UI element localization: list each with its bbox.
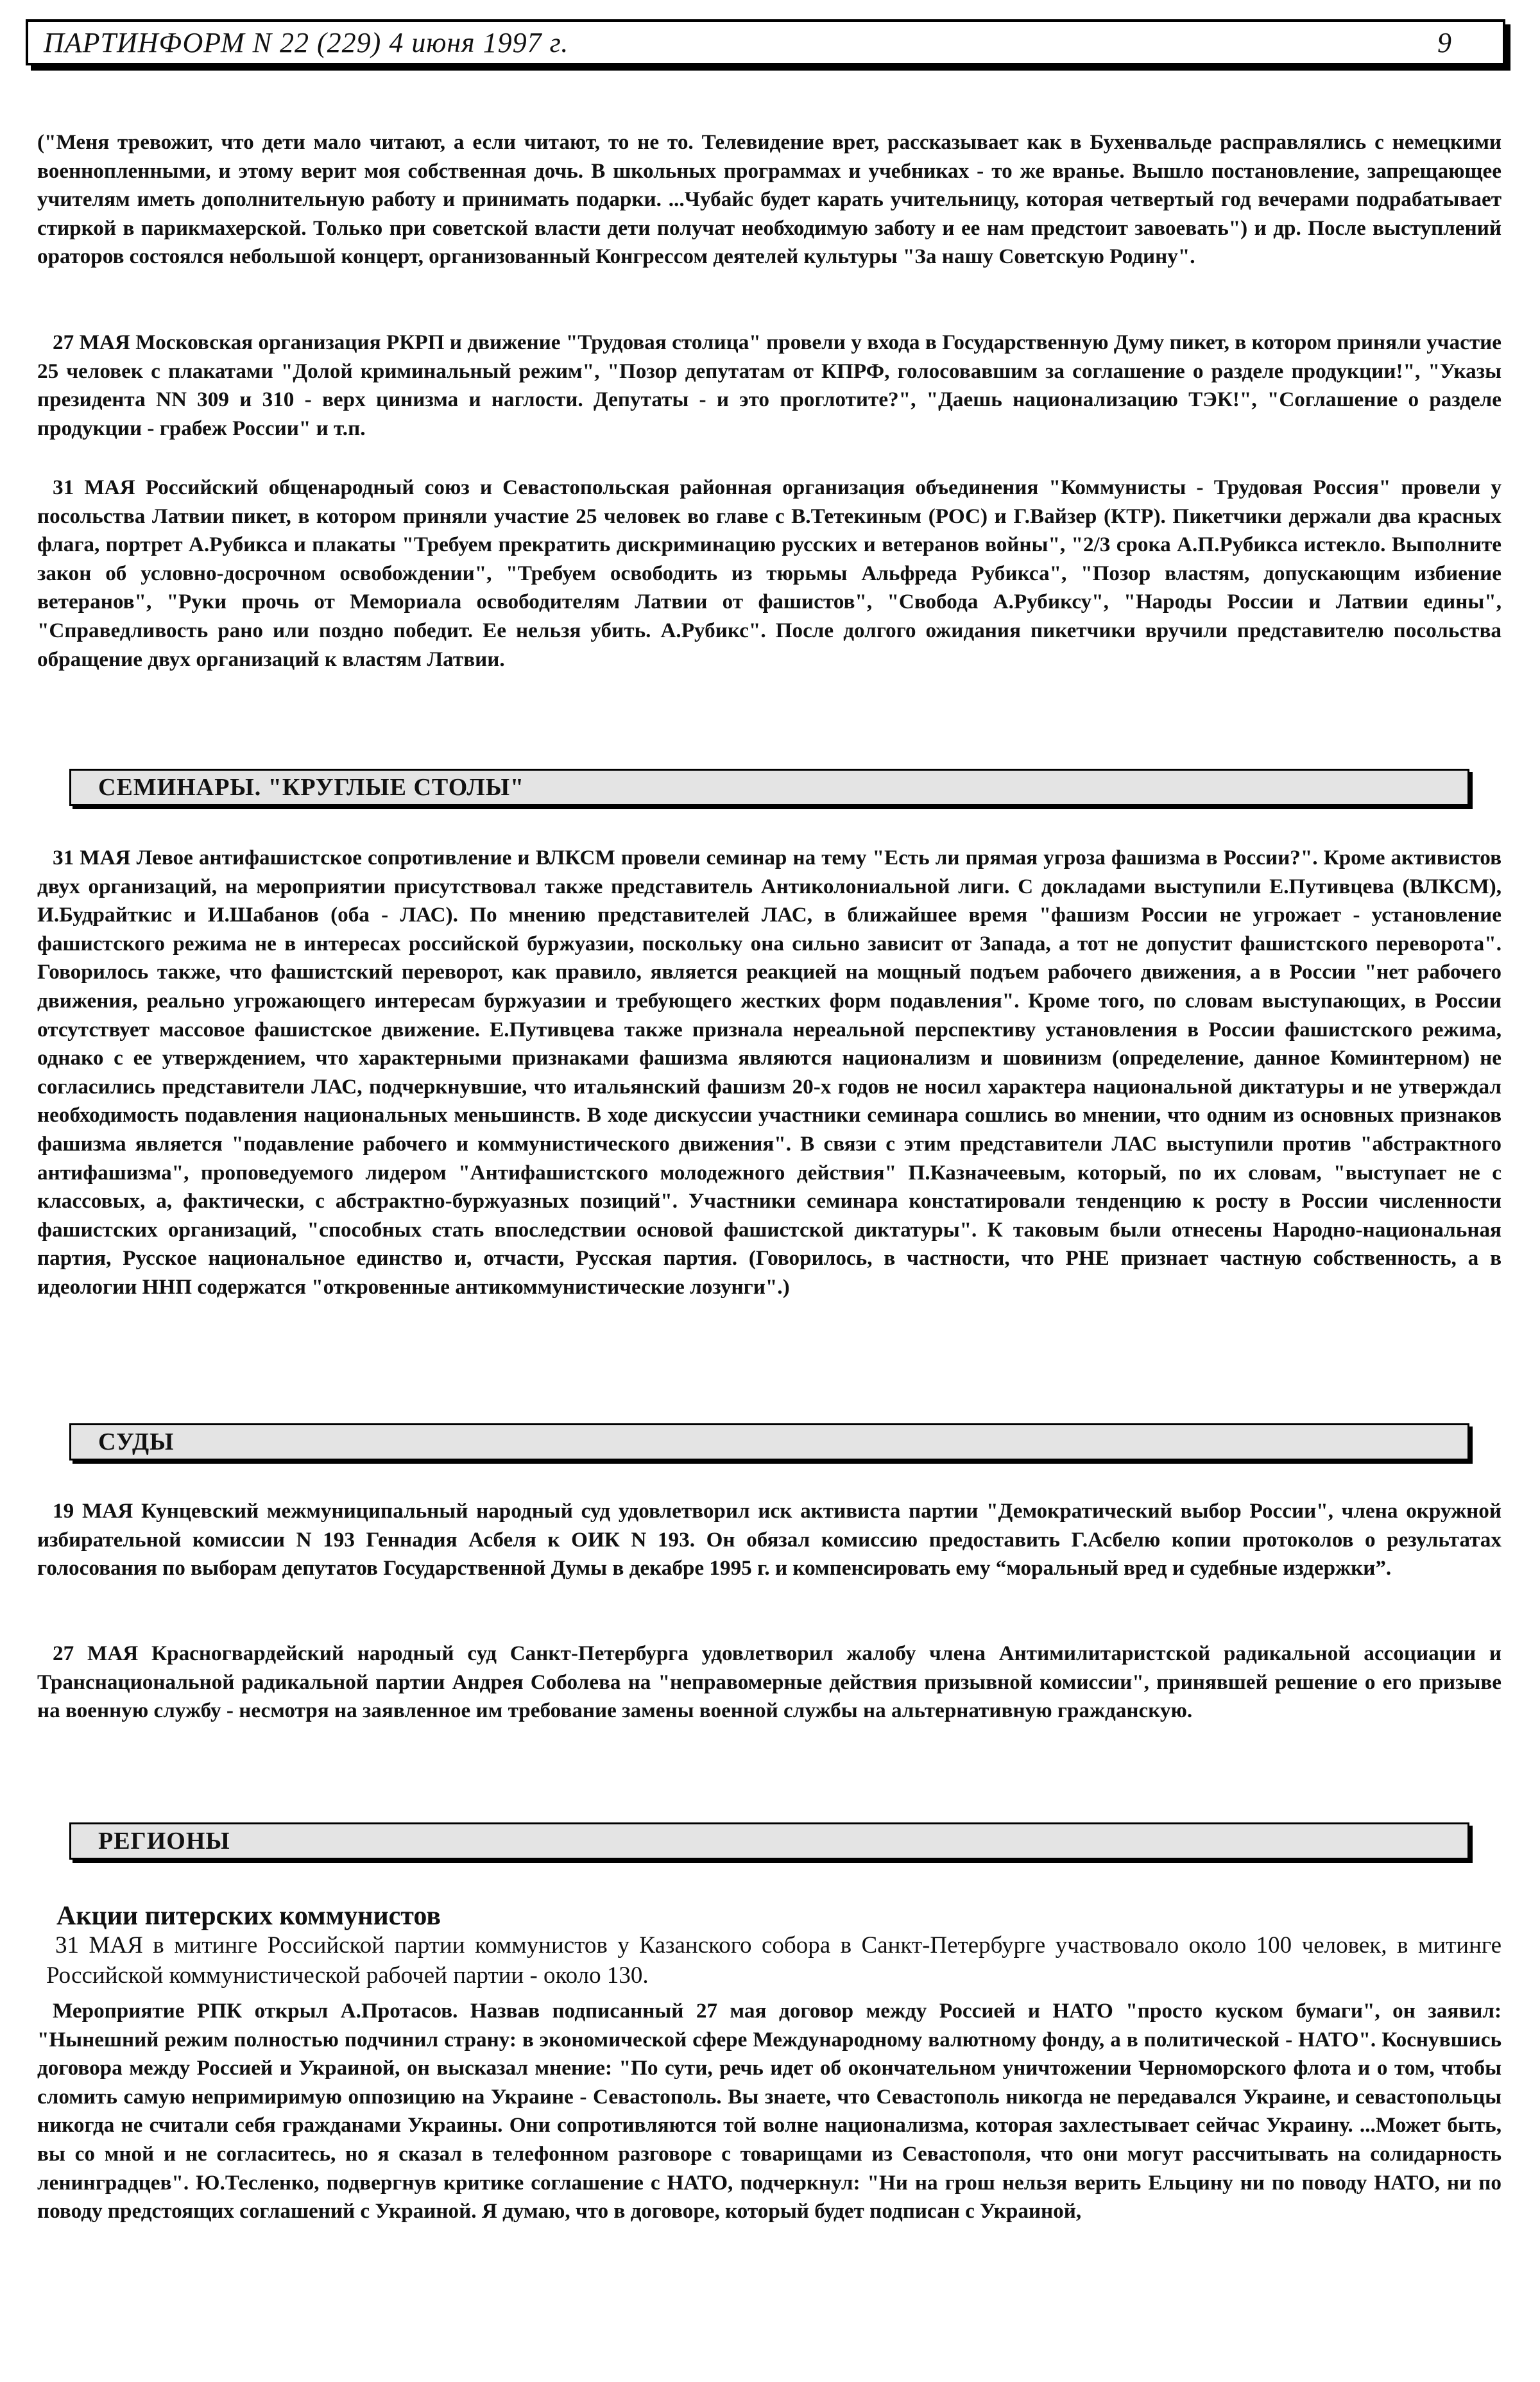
page-header	[26, 19, 1505, 65]
court-paragraph: 27 МАЯ Красногвардейский народный суд Санкт-Петербурга удовлетворил жалобу члена Антимилитаристской радикальной ассоциации и Транснациональной радикальной партии Андрея Соболева на "неправомерные действия призывной комиссии", принявшей решение о его призыве на военную службу - несмотря на заявленное им требование замены военной службы на альтернативную гражданскую.	[37, 1641, 1502, 1723]
seminar-paragraph: 31 МАЯ Левое антифашистское сопротивление и ВЛКСМ провели семинар на тему "Есть ли прямая угроза фашизма в России?". Кроме активистов двух организаций, на мероприятии присутствовал также представитель Антиколониальной лиги. С докладами выступили Е.Путивцева (ВЛКСМ), И.Будрайткис и И.Шабанов (оба - ЛАС). По мнению представителей ЛАС, в ближайшее время "фашизм России не угрожает - установление фашистского режима не в интересах российской буржуазии, поскольку она сильно зависит от Запада, а тот не допустит фашистского переворота". Говорилось также, что фашистский переворот, как правило, является реакцией на мощный подъем рабочего движения, а в России "нет рабочего движения, реально угрожающего интересам буржуазии и требующего жестких форм подавления". Кроме того, по словам выступающих, в России отсутствует массовое фашистское движение. Е.Путивцева также признала нереальной перспективу установления в России фашистского режима, однако с ее утверждением, что характерными признаками фашизма являются национализм и шовинизм (определение, данное Коминтерном) не согласились представители ЛАС, подчеркнувшие, что итальянский фашизм 20-х годов не носил характера национальной диктатуры и не утверждал необходимость подавления национальных меньшинств. В ходе дискуссии участники семинара сошлись во мнении, что одним из основных признаков фашизма является "подавление рабочего и коммунистического движения". В связи с этим представители ЛАС выступили против "абстрактного антифашизма", проповедуемого лидером "Антифашистского молодежного действия" П.Казначеевым, который, по их словам, "выступает не с классовых, а, фактически, с абстрактно-буржуазных позиций". Участники семинара констатировали тенденцию к росту в России численности фашистских организаций, "способных стать впоследствии основой фашистской диктатуры". К таковым были отнесены Народно-национальная партия, Русское национальное единство и, отчасти, Русская партия. (Говорилось, в частности, что РНЕ признает частную собственность, а в идеологии ННП содержатся "откровенные антикоммунистические лозунги".)	[37, 846, 1502, 1299]
section-heading-text: СУДЫ	[98, 1428, 175, 1455]
court-paragraph: 19 МАЯ Кунцевский межмуниципальный народный суд удовлетворил иск активиста партии "Демократический выбор России", члена окружной избирательной комиссии N 193 Геннадия Асбеля к ОИК N 193. Он обязал комиссию предоставить Г.Асбелю копии протоколов о результатах голосования по выборам депутатов Государственной Думы в декабре 1995 г. и компенсировать ему “моральный вред и судебные издержки”.	[37, 1499, 1502, 1581]
page-number: 9	[1437, 26, 1451, 58]
article-title: Акции питерских коммунистов	[56, 1901, 441, 1931]
header-title: ПАРТИНФОРМ N 22 (229) 4 июня 1997 г.	[44, 26, 569, 58]
picket-paragraph: 31 МАЯ Российский общенародный союз и Севастопольская районная организация объединения "Коммунисты - Трудовая Россия" провели у посольства Латвии пикет, в котором приняли участие 25 человек во главе с В.Тетекиным (РОС) и Г.Вайзер (КТР). Пикетчики держали два красных флага, портрет А.Рубикса и плакаты "Требуем прекратить дискриминацию русских и ветеранов войны", "2/3 срока А.П.Рубикса истекло. Выполните закон об условно-досрочном освобождении", "Требуем освободить из тюрьмы Альфреда Рубикса", "Позор властям, допускающим избиение ветеранов", "Руки прочь от Мемориала освободителям Латвии от фашистов", "Свобода А.Рубиксу", "Народы России и Латвии едины", "Справедливость рано или поздно победит. Ее нельзя убить. А.Рубикс". После долгого ожидания пикетчики вручили представителю посольства обращение двух организаций к властям Латвии.	[37, 476, 1502, 671]
seminars-block	[37, 844, 1502, 1302]
article-body-paragraph: Мероприятие РПК открыл А.Протасов. Назвав подписанный 27 мая договор между Россией и НАТО "просто куском бумаги", он заявил: "Нынешний режим полностью подчинил страну: в экономической сфере Международному валютному фонду, а в политической - НАТО". Коснувшись договора между Россией и Украиной, он высказал мнение: "По сути, речь идет об окончательном уничтожении Черноморского флота и о том, чтобы сломить самую непримиримую оппозицию на Украине - Севастополь. Вы знаете, что Севастополь никогда не передавался Украине, и севастопольцы никогда не считали себя гражданами Украины. Они сопротивляются той волне национализма, которая захлестывает сейчас Украину. ...Может быть, вы со мной и не согласитесь, но я сказал в телефонном разговоре с товарищами из Севастополя, что они могут рассчитывать на солидарность ленинградцев". Ю.Тесленко, подвергнув критике соглашение с НАТО, подчеркнул: "Ни на грош нельзя верить Ельцину ни по поводу НАТО, ни по поводу предстоящих соглашений с Украиной. Я думаю, что в договоре, который будет подписан с Украиной,	[37, 1999, 1502, 2223]
regions-body-block	[37, 1997, 1502, 2226]
section-heading-seminars	[69, 769, 1469, 806]
picket-block-2	[37, 474, 1502, 674]
courts-block-1	[37, 1497, 1502, 1583]
picket-block-1	[37, 329, 1502, 443]
intro-paragraph: ("Меня тревожит, что дети мало читают, а если читают, то не то. Телевидение врет, рассказывает как в Бухенвальде расправлялись с немецкими военнопленными, и этому верит моя собственная дочь. В школьных программах и учебниках - то же вранье. Вышло постановление, запрещающее учителям иметь дополнительную работу и принимать подарки. ...Чубайс будет карать учительницу, которая четвертый год вечерами подрабатывает стиркой в парикмахерской. Только при советской власти дети получат необходимую заботу и ее нам предстоит завоевать") и др. После выступлений ораторов состоялся небольшой концерт, организованный Конгрессом деятелей культуры "За нашу Советскую Родину".	[37, 130, 1502, 269]
section-heading-courts	[69, 1423, 1469, 1461]
article-lead	[46, 1930, 1502, 1991]
section-heading-text: СЕМИНАРЫ. "КРУГЛЫЕ СТОЛЫ"	[98, 774, 525, 801]
courts-block-2	[37, 1640, 1502, 1726]
picket-paragraph: 27 МАЯ Московская организация РКРП и движение "Трудовая столица" провели у входа в Государственную Думу пикет, в котором приняли участие 25 человек с плакатами "Долой криминальный режим", "Позор депутатам от КПРФ, голосовавшим за соглашение о разделе продукции!", "Указы президента NN 309 и 310 - верх цинизма и наглости. Депутаты - и это проглотите?", "Даешь национализацию ТЭК!", "Соглашение о разделе продукции - грабеж России" и т.п.	[37, 330, 1502, 440]
intro-block	[37, 128, 1502, 271]
section-heading-regions	[69, 1822, 1469, 1860]
lead-paragraph: 31 МАЯ в митинге Российской партии коммунистов у Казанского собора в Санкт-Петербурге участвовало около 100 человек, в митинге Российской коммунистической рабочей партии - около 130.	[46, 1932, 1502, 1989]
section-heading-text: РЕГИОНЫ	[98, 1828, 230, 1855]
